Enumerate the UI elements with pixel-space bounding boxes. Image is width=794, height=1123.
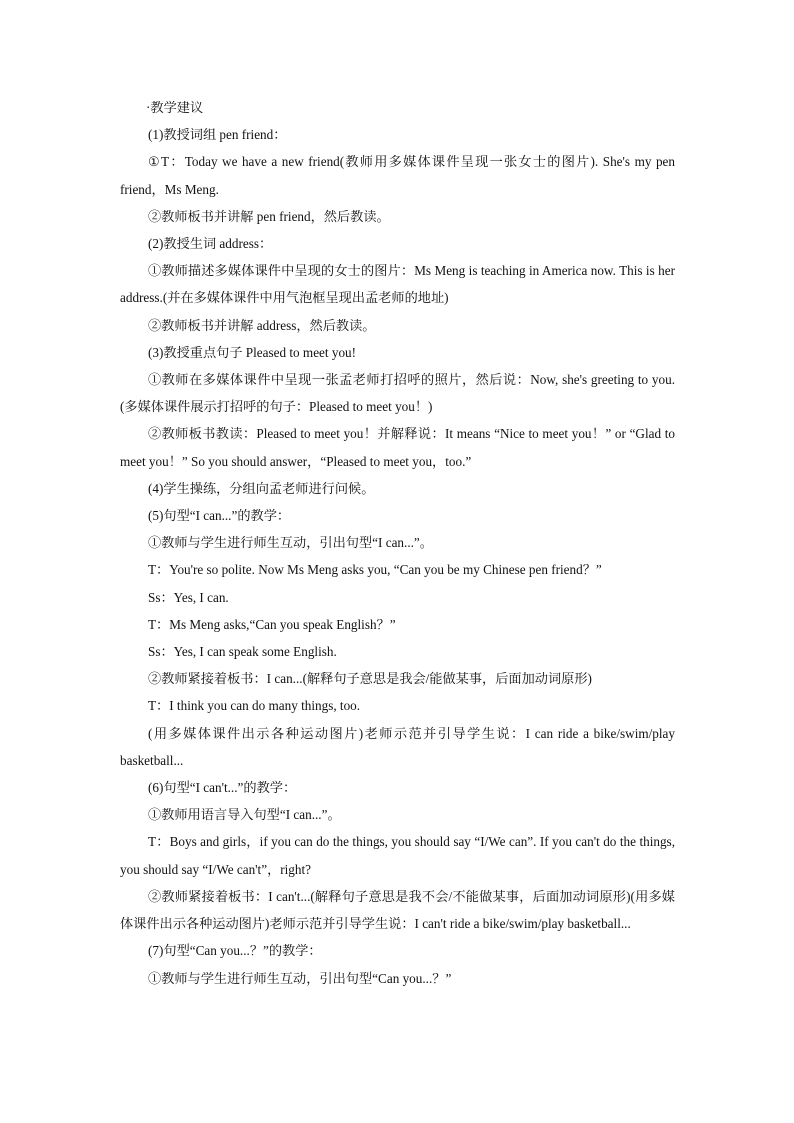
paragraph: ①教师用语言导入句型“I can...”。 [148, 807, 341, 823]
paragraph: ②教师紧接着板书：I can...(解释句子意思是我会/能做某事，后面加动词原形) [148, 671, 592, 687]
paragraph: Ss：Yes, I can speak some English. [148, 644, 337, 660]
paragraph: (4)学生操练，分组向孟老师进行问候。 [148, 480, 375, 496]
section-heading: ·教学建议 [146, 100, 204, 115]
paragraph: ①教师与学生进行师生互动，引出句型“Can you...？” [148, 970, 452, 986]
paragraph: (7)句型“Can you...？”的教学： [148, 943, 322, 959]
paragraph: (2)教授生词 address： [148, 236, 273, 252]
paragraph: (5)句型“I can...”的教学： [148, 508, 291, 524]
paragraph: (1)教授词组 pen friend： [148, 127, 287, 143]
paragraph: ②教师板书教读：Pleased to meet you！并解释说：It means “Nice to meet you！” or “Glad to meet you！” So you should answer，“Pleased to meet you，too.” [120, 426, 675, 469]
paragraph: T：Ms Meng asks,“Can you speak English？” [148, 616, 396, 632]
paragraph: (用多媒体课件出示各种运动图片)老师示范并引导学生说：I can ride a bike/swim/play basketball... [120, 725, 675, 768]
paragraph: ②教师板书并讲解 address，然后教读。 [148, 317, 376, 333]
paragraph: (6)句型“I can't...”的教学： [148, 780, 297, 796]
paragraph: (3)教授重点句子 Pleased to meet you! [148, 344, 357, 360]
paragraph: ②教师板书并讲解 pen friend，然后教读。 [148, 208, 390, 224]
paragraph: ①教师描述多媒体课件中呈现的女士的图片：Ms Meng is teaching in America now. This is her address.(并在多媒体课件中用气泡框呈现出孟老师的地址) [120, 263, 675, 306]
paragraph: ①教师在多媒体课件中呈现一张孟老师打招呼的照片，然后说：Now, she's greeting to you.(多媒体课件展示打招呼的句子：Pleased to meet you！) [120, 372, 675, 415]
paragraph: Ss：Yes, I can. [148, 589, 229, 605]
paragraph: ①T：Today we have a new friend(教师用多媒体课件呈现一张女士的图片). She's my pen friend，Ms Meng. [120, 154, 675, 197]
paragraph: T：I think you can do many things, too. [148, 698, 361, 714]
paragraph: ②教师紧接着板书：I can't...(解释句子意思是我不会/不能做某事，后面加动词原形)(用多媒体课件出示各种运动图片)老师示范并引导学生说：I can't ride a bike/swim/play basketball... [120, 888, 675, 932]
paragraph: T：Boys and girls，if you can do the things, you should say “I/We can”. If you can't do the things, you should say “I/We can't”，right? [120, 834, 675, 877]
paragraph: T：You're so polite. Now Ms Meng asks you, “Can you be my Chinese pen friend？” [148, 562, 602, 578]
document-body [120, 94, 675, 992]
paragraph: ①教师与学生进行师生互动，引出句型“I can...”。 [148, 535, 433, 551]
